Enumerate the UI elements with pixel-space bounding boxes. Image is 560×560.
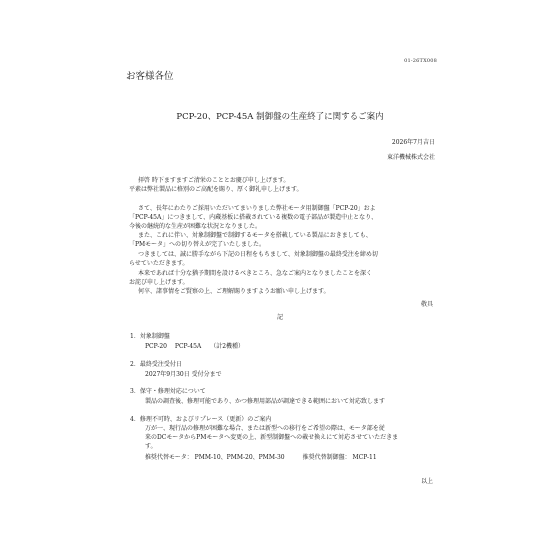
body-line: つきましては、誠に勝手ながら下記の日程をもちまして、対象制御盤の最終受注を締め切 [138, 251, 378, 258]
body-line: 本来であれば十分な猶予期間を設けるべきところ、急なご案内となりましたことを深く [138, 270, 373, 277]
item-detail: 推奨代替モータ： PMM-10、PMM-20、PMM-30 推奨代替制御盤： MCP-11 [145, 454, 377, 461]
body-line: さて、長年にわたりご採用いただいてまいりました弊社モータ用制御盤「PCP-20」およ [138, 205, 376, 212]
body-line: お詫び申し上げます。 [129, 279, 189, 286]
item-detail: 2027年9月30日 受付分まで [145, 371, 222, 378]
document-title: PCP-20、PCP-45A 制御盤の生産終了に関するご案内 [176, 112, 384, 122]
issue-date: 2026年7月吉日 [391, 139, 435, 146]
salutation: お客様各位 [126, 71, 174, 82]
body-line: らせていただきます。 [129, 260, 189, 267]
item-detail: す。 [145, 443, 157, 450]
body-line: 「PMモータ」への切り替えが完了いたしました。 [129, 241, 265, 248]
body-line: 今後の継続的な生産が困難な状況となりました。 [129, 223, 262, 230]
item-heading: 1．対象制御盤 [130, 333, 170, 340]
item-detail: PCP-20 PCP-45A （計2機種） [145, 343, 245, 350]
document-number: 01-26TX008 [404, 58, 437, 64]
item-detail: 製品の調査後、修理可能であり、かつ修理用部品が調達できる範囲において対応致します [145, 398, 386, 405]
body-line: また、これに伴い、対象制御盤で制御するモータを搭載している製品におきましても、 [138, 232, 372, 239]
end-mark-ijo: 以上 [420, 478, 433, 485]
item-detail: 来のDCモータからPMモータへ変更の上、新型制御盤への載せ換えにて対応させていただきま [145, 434, 399, 441]
item-heading: 2．最終受注受付日 [130, 361, 182, 368]
item-heading: 4．修理不可時、およびリプレース（更新）のご案内 [130, 416, 272, 423]
item-heading: 3．保守・修理対応について [130, 388, 206, 395]
company-name: 東洋機械株式会社 [386, 154, 435, 161]
closing-keigu: 敬具 [420, 301, 433, 308]
ki-mark: 記 [276, 314, 283, 321]
body-line: 「PCP-45A」につきまして、内蔵基板に搭載されている複数の電子部品が製造中止となり、 [129, 214, 378, 221]
body-line: 何卒、諸事情をご賢察の上、ご理解賜りますようお願い申し上げます。 [138, 288, 330, 295]
greeting-line: 拝啓 時下ますますご清栄のこととお慶び申し上げます。 [138, 177, 290, 184]
greeting-line: 平素は弊社製品に格別のご高配を賜り、厚く御礼申し上げます。 [129, 186, 303, 193]
item-detail: 万が一、現行品の修理が困難な場合、または新型への移行をご希望の際は、モータ部を従 [145, 425, 385, 432]
